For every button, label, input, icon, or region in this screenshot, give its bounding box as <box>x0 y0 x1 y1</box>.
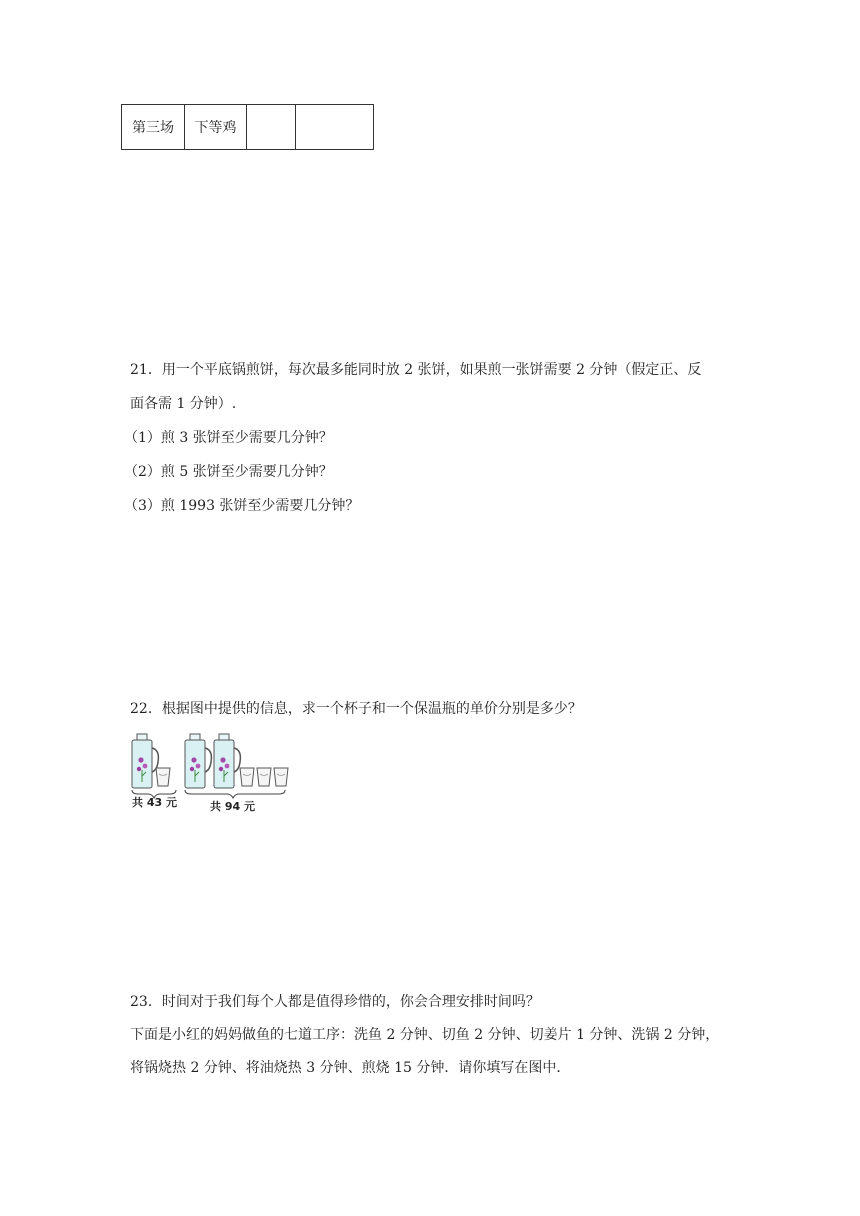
q21-text-line2: 面各需 1 分钟）. <box>130 396 237 412</box>
table-row <box>122 105 374 150</box>
q21-subquestion-2: （2）煎 5 张饼至少需要几分钟？ <box>124 464 333 480</box>
q21-subquestion-3: （3）煎 1993 张饼至少需要几分钟？ <box>124 498 360 514</box>
cup-icon <box>156 768 170 786</box>
thermos-icon <box>132 734 158 788</box>
thermos-cups-figure <box>130 732 300 812</box>
table-cell <box>296 105 374 150</box>
q21-text-line1: 21．用一个平底锅煎饼，每次最多能同时放 2 张饼，如果煎一张饼需要 2 分钟（假定正、反 <box>130 362 702 378</box>
figure-label-left: 共 43 元 <box>132 796 177 809</box>
table-cell <box>247 105 296 150</box>
cup-icon <box>240 768 254 786</box>
q23-text-line3: 将锅烧热 2 分钟、将油烧热 3 分钟、煎烧 15 分钟．请你填写在图中． <box>130 1060 571 1076</box>
thermos-icon <box>185 734 211 788</box>
table-cell: 第三场 <box>122 105 185 150</box>
match-table <box>121 104 374 150</box>
cup-icon <box>274 768 288 786</box>
q23-text-line2: 下面是小红的妈妈做鱼的七道工序：洗鱼 2 分钟、切鱼 2 分钟、切姜片 1 分钟、洗锅 2 分钟， <box>130 1027 720 1043</box>
q23-text-line1: 23．时间对于我们每个人都是值得珍惜的，你会合理安排时间吗？ <box>130 994 540 1010</box>
cup-icon <box>257 768 271 786</box>
figure-label-right: 共 94 元 <box>210 800 255 812</box>
table-cell: 下等鸡 <box>185 105 247 150</box>
q22-text: 22．根据图中提供的信息，求一个杯子和一个保温瓶的单价分别是多少？ <box>130 701 582 717</box>
thermos-icon <box>214 734 240 788</box>
q21-subquestion-1: （1）煎 3 张饼至少需要几分钟？ <box>124 430 333 446</box>
